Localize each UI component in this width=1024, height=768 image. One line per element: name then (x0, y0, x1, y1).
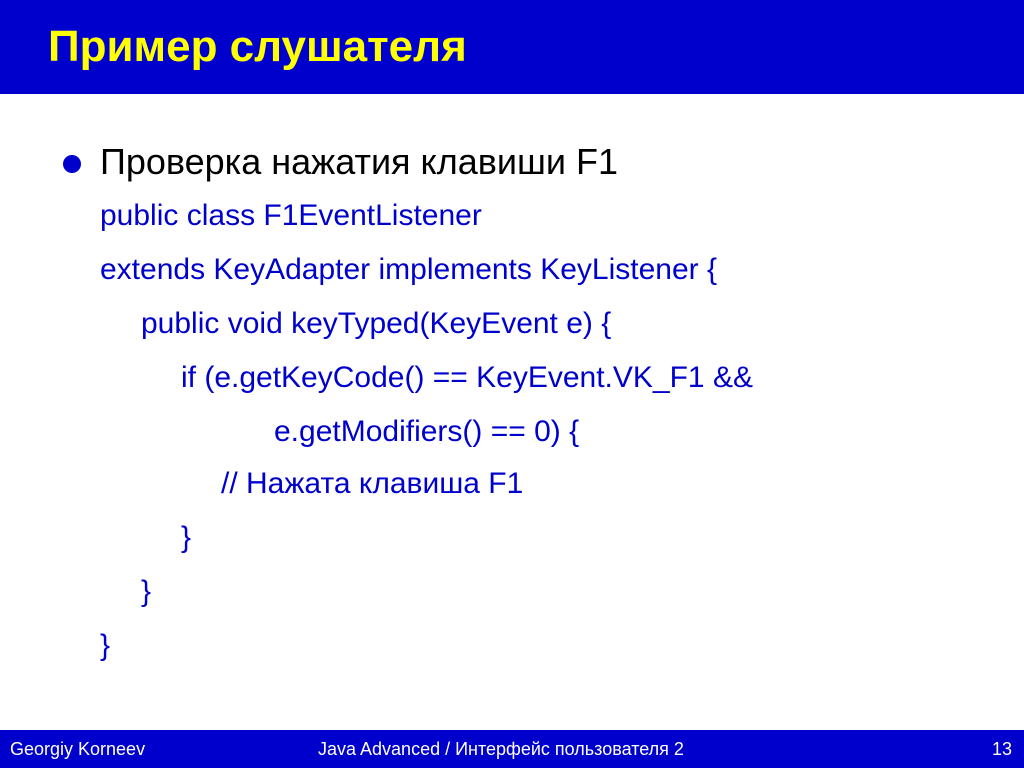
code-line-9: } (100, 629, 111, 662)
footer-course: Java Advanced / Интерфейс пользователя 2 (318, 739, 684, 759)
bullet-text: Проверка нажатия клавиши F1 (100, 141, 618, 182)
code-line-7: } (181, 521, 192, 554)
code-line-1: public class F1EventListener (100, 199, 482, 232)
code-line-3: public void keyTyped(KeyEvent e) { (141, 307, 612, 340)
page-number: 13 (991, 739, 1012, 759)
code-line-5: e.getModifiers() == 0) { (274, 415, 580, 448)
code-line-6: // Нажата клавиша F1 (221, 467, 524, 500)
code-line-2: extends KeyAdapter implements KeyListener { (100, 253, 718, 286)
slide-title: Пример слушателя (48, 22, 467, 71)
footer-author: Georgiy Korneev (10, 739, 146, 759)
bullet-dot-icon (63, 155, 81, 173)
code-line-4: if (e.getKeyCode() == KeyEvent.VK_F1 && (181, 361, 753, 394)
code-line-8: } (141, 575, 152, 608)
